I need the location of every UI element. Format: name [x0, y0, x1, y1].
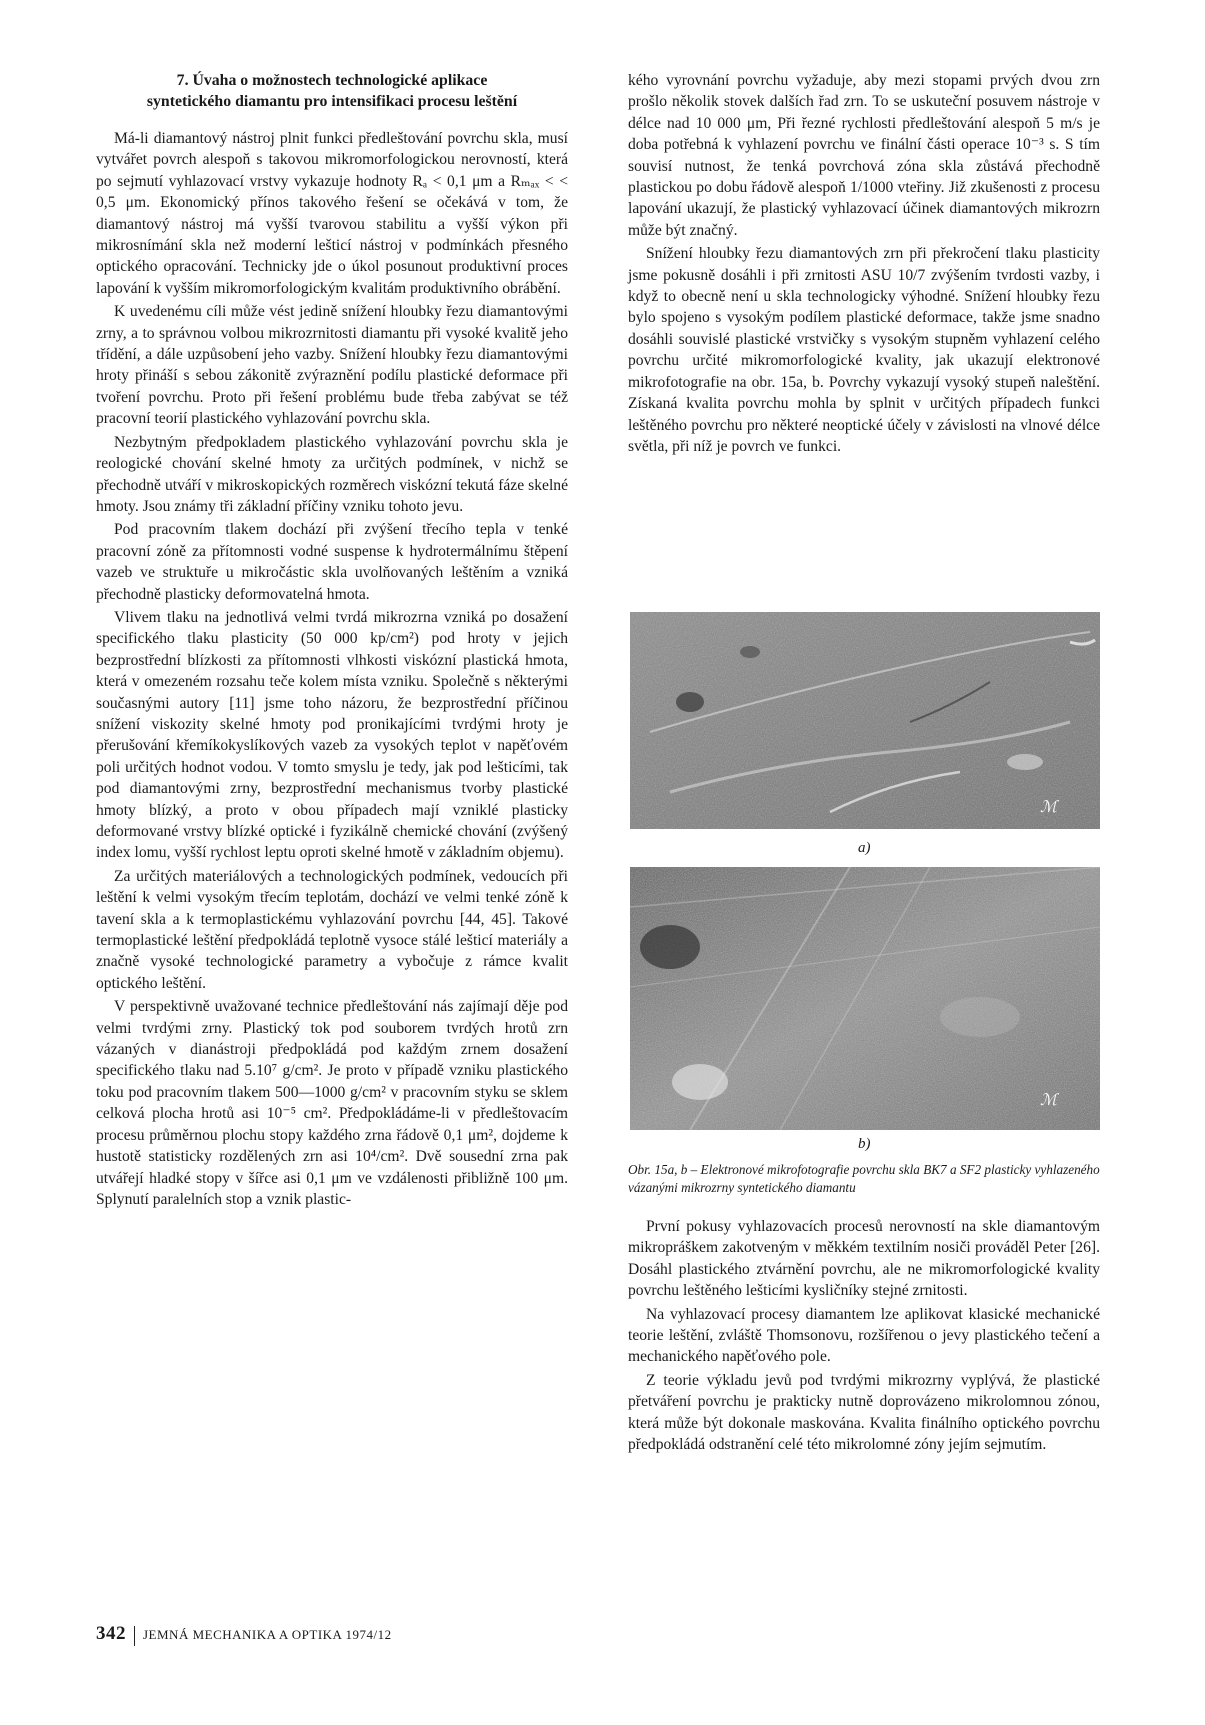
micrograph-a	[630, 612, 1100, 829]
paragraph: kého vyrovnání povrchu vyžaduje, aby mezi stopami prvých dvou zrn prošlo několik stovek dalších řad zrn. To se uskuteční posuvem nástroje v délce nad 10 000 μm, Při řezné rychlosti předleštování alespoň 5 m/s je doba potřebná k vyhlazení povrchu ve finální části operace 10⁻³ s. S tím souvisí nutnost, že tenká povrchová zóna skla zůstává přechodně plastickou po dobu řádově alespoň 1/1000 vteřiny. Již zkušenosti z procesu lapování ukazují, že plastický vyhlazovací účinek diamantových mikrozrn může být značný.	[628, 72, 1100, 239]
journal-title: JEMNÁ MECHANIKA A OPTIKA 1974/12	[143, 1627, 392, 1642]
section-heading-line-2: syntetického diamantu pro intensifikaci procesu leštění	[146, 93, 518, 110]
right-column-top	[628, 70, 1100, 457]
paragraph: Vlivem tlaku na jednotlivá velmi tvrdá mikrozrna vzniká po dosažení specifického tlaku plasticity (50 000 kp/cm²) pod hroty v jejich bezprostřední blízkosti za přítomnosti vlhkosti viskózní plastická hmota, která v omezeném rozsahu teče kolem místa vzniku. Společně s některými současnými autory [11] jsme toho názoru, že bezprostřední příčinou snížení viskozity skelné hmoty pod pronikajícími tvrdými hroty je přerušování křemíkokyslíkových vazeb za vysokých teplot v napěťovém poli určitých hodnot vodou. V tomto smyslu je tedy, jak pod lešticími, tak pod diamantovými zrny, bezprostřední mechanismus tvorby plastické hmoty blízký, a proto v obou případech mají vzniklé plasticky deformované vrstvy blízké optické i fyzikálně chemické chování (zvýšený index lomu, vyšší rychlost leptu oproti skelné hmotě v základním objemu).	[96, 608, 568, 862]
figure-label-b: b)	[858, 1136, 871, 1152]
paragraph: Za určitých materiálových a technologických podmínek, vedoucích při leštění k velmi vysokým třecím teplotám, dochází ve velmi tenké zóně k tavení skla a k termoplastickému vyhlazování povrchu [44, 45]. Takové termoplastické leštění předpokládá teplotně vysoce stálé lešticí materiály a značně vysoké technologické parametry a vybočuje z rámce kvalit optického leštění.	[96, 867, 568, 992]
paragraph: V perspektivně uvažované technice předleštování nás zajímají děje pod velmi tvrdými zrny. Plastický tok pod souborem tvrdých hrotů zrn vázaných v dianástroji předpokládá pod každým zrnem dosažení specifického tlaku nad 5.10⁷ g/cm². Je proto v případě vzniku plastického toku pod pracovním tlakem 500—1000 g/cm² v pracovním styku se sklem celková plocha hrotů asi 10⁻⁵ cm². Předpokládáme-li v předleštovacím procesu průměrnou plochu stopy každého zrna řádově 0,1 μm², dojdeme k hustotě statisticky rozdělených zrn asi 10⁴/cm². Dvě sousední zrna pak utvářejí hladké stopy v šířce asi 0,1 μm ve vzdálenosti přibližně 100 μm. Splynutí paralelních stop a vznik plastic-	[96, 998, 568, 1208]
paragraph: K uvedenému cíli může vést jedině snížení hloubky řezu diamantovými zrny, a to správnou volbou mikrozrnitosti diamantu při vysoké kvalitě jeho třídění, a dále uzpůsobení jeho vazby. Snížení hloubky řezu diamantovými hroty přináší s sebou zákonitě zvýraznění podílu plastické deformace při tvoření povrchu. Proto při řešení problému bude třeba zabývat se též pracovní teorií plastického vyhlazování povrchu skla.	[96, 303, 568, 428]
left-column	[96, 70, 568, 1210]
paragraph: Pod pracovním tlakem dochází při zvýšení třecího tepla v tenké pracovní zóně za přítomnosti vodné suspense k hydrotermálnímu štěpení vazeb ve struktuře u mikročástic skla uvolňovaných leštěním a vzniká přechodně plasticky deformovatelná hmota.	[96, 521, 568, 603]
section-heading-line-1: 7. Úvaha o možnostech technologické aplikace	[176, 72, 488, 89]
svg-text:ℳ: ℳ	[1040, 797, 1058, 816]
paragraph: Nezbytným předpokladem plastického vyhlazování povrchu skla je reologické chování skelné hmoty za určitých podmínek, v nichž se přechodně utváří v mikroskopických rozměrech viskózní tekutá fáze skelné hmoty. Jsou známy tři základní příčiny vzniku tohoto jevu.	[96, 433, 568, 515]
figure-label-a: a)	[858, 840, 871, 856]
paragraph: Má-li diamantový nástroj plnit funkci předleštování povrchu skla, musí vytvářet povrch alespoň s takovou mikromorfologickou nerovností, která po sejmutí vyhlazovací vrstvy vykazuje hodnoty Rₐ < 0,1 μm a Rₘₐₓ < < 0,5 μm. Ekonomický přínos takového řešení se očekává v tom, že diamantový nástroj má vyšší tvarovou stabilitu a vyšší výkon při mikrosnímání skla než moderní lešticí nástroj v podmínkách přesného optického opracování. Technicky jde o úkol posunout produktivní proces lapování k vyšším mikromorfologickým kvalitám produktivního obrábění.	[96, 130, 568, 297]
paragraph: Z teorie výkladu jevů pod tvrdými mikrozrny vyplývá, že plastické přetváření povrchu je prakticky nutně doprovázeno mikrolomnou zónou, která může být dokonale maskována. Kvalita finálního optického povrchu předpokládá odstranění celé této mikrolomné zóny jejím sejmutím.	[628, 1371, 1100, 1454]
page-number: 342	[96, 1623, 126, 1644]
figure-caption: Obr. 15a, b – Elektronové mikrofotografie povrchu skla BK7 a SF2 plasticky vyhlazeného vázanými mikrozrny syntetického diamantu	[628, 1162, 1100, 1195]
section-heading	[96, 70, 568, 112]
footer-divider	[134, 1626, 135, 1646]
paragraph: Snížení hloubky řezu diamantových zrn při překročení tlaku plasticity jsme pokusně dosáhli i při zrnitosti ASU 10/7 zvýšením tvrdosti vazby, i když to obecně není u skla technologicky výhodné. Snížení hloubky řezu bylo spojeno s vysokým podílem plastické deformace, takže jsme snadno dosáhli souvislé plastické vrstvičky s vysokým stupněm vyhlazení celého povrchu určité mikromorfologické kvality, jak ukazují elektronové mikrofotografie na obr. 15a, b. Povrchy vykazují vysoký stupeň naleštění. Získaná kvalita povrchu mohla by splnit v určitých případech funkci leštěného povrchu pro některé neoptické účely v závislosti na vlnové délce světla, při níž je povrch ve funkci.	[628, 245, 1100, 455]
page-footer	[96, 1623, 392, 1646]
micrograph-b	[630, 867, 1100, 1130]
svg-text:ℳ: ℳ	[1040, 1090, 1058, 1109]
paragraph: První pokusy vyhlazovacích procesů nerovností na skle diamantovým mikropráškem zakotveným v měkkém textilním nosiči prováděl Peter [26]. Dosáhl plastického ztvárnění povrchu, ale ne mikromorfologické kvality povrchu leštěného lešticími kysličníky stejné zrnitosti.	[628, 1218, 1100, 1300]
right-column-bottom	[628, 1216, 1100, 1455]
paragraph: Na vyhlazovací procesy diamantem lze aplikovat klasické mechanické teorie leštění, zvláště Thomsonovu, rozšířenou o jevy plastického tečení a mechanického napěťového pole.	[628, 1305, 1100, 1366]
